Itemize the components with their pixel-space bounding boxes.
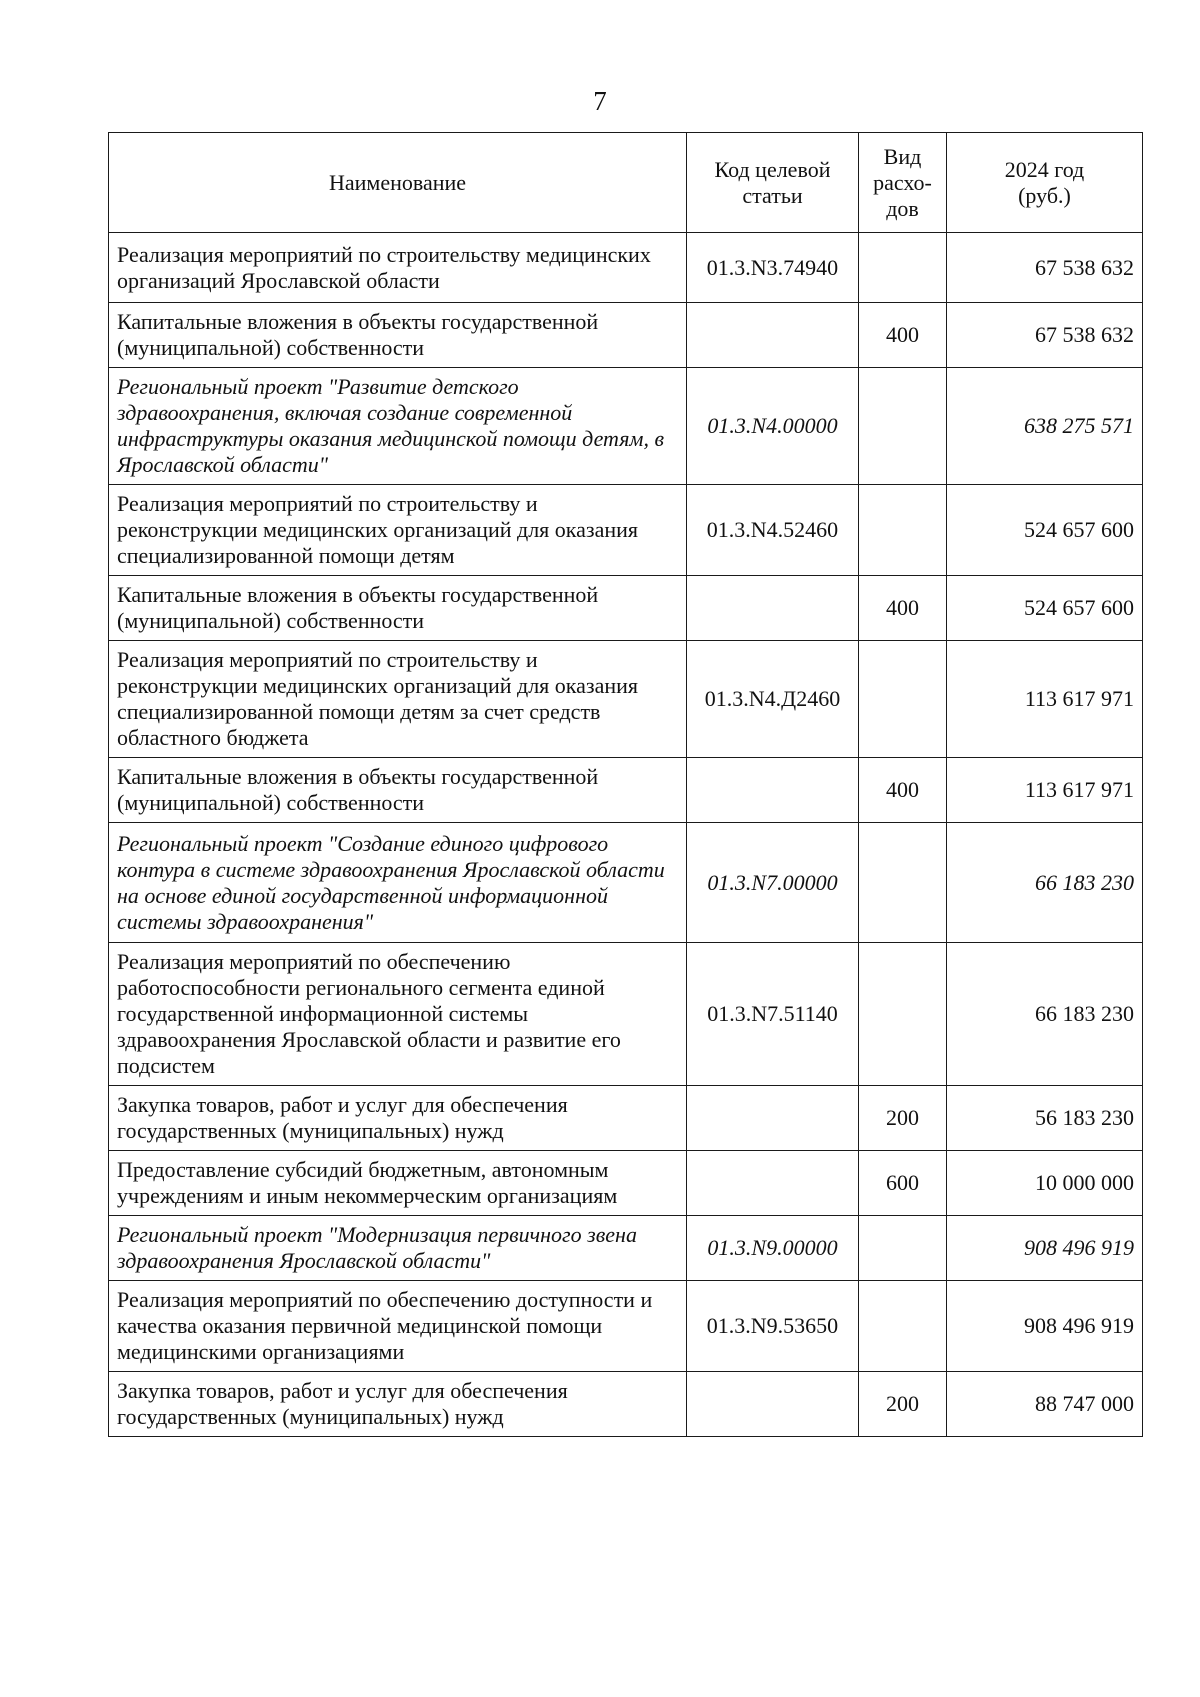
row-kind [859,823,947,943]
row-amount: 88 747 000 [947,1372,1143,1437]
row-name: Региональный проект "Создание единого цифрового контура в системе здравоохранения Ярославской области на основе единой государственной информационной системы здравоохранения" [109,823,687,943]
header-kind: Вид расхо-дов [859,133,947,233]
row-name: Реализация мероприятий по обеспечению работоспособности регионального сегмента единой государственной информационной системы здравоохранения Ярославской области и развитие его подсистем [109,943,687,1086]
row-amount: 908 496 919 [947,1216,1143,1281]
row-code: 01.3.N7.51140 [687,943,859,1086]
table-row [109,1086,1143,1151]
row-amount: 113 617 971 [947,641,1143,758]
row-amount: 113 617 971 [947,758,1143,823]
row-name: Реализация мероприятий по строительству медицинских организаций Ярославской области [109,233,687,303]
table-row [109,943,1143,1086]
row-kind [859,1216,947,1281]
table-row [109,641,1143,758]
table-row [109,576,1143,641]
row-name: Реализация мероприятий по строительству и реконструкции медицинских организаций для оказания специализированной помощи детям [109,485,687,576]
row-name: Капитальные вложения в объекты государственной (муниципальной) собственности [109,758,687,823]
row-kind: 400 [859,303,947,368]
row-code [687,1086,859,1151]
table-row [109,368,1143,485]
table-row [109,303,1143,368]
header-name: Наименование [109,133,687,233]
row-kind [859,641,947,758]
row-code: 01.3.N3.74940 [687,233,859,303]
table-body [109,233,1143,1437]
table-row [109,758,1143,823]
row-kind: 200 [859,1086,947,1151]
row-kind: 400 [859,758,947,823]
row-amount: 67 538 632 [947,303,1143,368]
table-row [109,1151,1143,1216]
table-row [109,233,1143,303]
row-name: Капитальные вложения в объекты государственной (муниципальной) собственности [109,576,687,641]
row-amount: 10 000 000 [947,1151,1143,1216]
budget-table [108,132,1143,1437]
row-name: Реализация мероприятий по строительству и реконструкции медицинских организаций для оказания специализированной помощи детям за счет средств областного бюджета [109,641,687,758]
row-code [687,303,859,368]
row-kind [859,233,947,303]
row-code: 01.3.N7.00000 [687,823,859,943]
table-row [109,1372,1143,1437]
header-amount: 2024 год (руб.) [947,133,1143,233]
row-amount: 908 496 919 [947,1281,1143,1372]
header-code: Код целевой статьи [687,133,859,233]
row-code [687,758,859,823]
row-amount: 56 183 230 [947,1086,1143,1151]
row-kind [859,368,947,485]
row-name: Региональный проект "Модернизация первичного звена здравоохранения Ярославской области" [109,1216,687,1281]
table-row [109,1281,1143,1372]
row-kind [859,485,947,576]
row-code [687,1372,859,1437]
row-kind: 400 [859,576,947,641]
table-row [109,485,1143,576]
row-kind: 600 [859,1151,947,1216]
row-code: 01.3.N9.00000 [687,1216,859,1281]
row-amount: 524 657 600 [947,576,1143,641]
row-code: 01.3.N4.00000 [687,368,859,485]
page-number: 7 [593,86,607,116]
row-name: Региональный проект "Развитие детского здравоохранения, включая создание современной инфраструктуры оказания медицинской помощи детям, в Ярославской области" [109,368,687,485]
row-amount: 638 275 571 [947,368,1143,485]
row-amount: 524 657 600 [947,485,1143,576]
row-name: Капитальные вложения в объекты государственной (муниципальной) собственности [109,303,687,368]
row-amount: 67 538 632 [947,233,1143,303]
row-code: 01.3.N9.53650 [687,1281,859,1372]
row-amount: 66 183 230 [947,943,1143,1086]
row-code [687,576,859,641]
table-header-row [109,133,1143,233]
row-code: 01.3.N4.52460 [687,485,859,576]
row-code [687,1151,859,1216]
table-row [109,1216,1143,1281]
row-name: Реализация мероприятий по обеспечению доступности и качества оказания первичной медицинской помощи медицинскими организациями [109,1281,687,1372]
row-name: Закупка товаров, работ и услуг для обеспечения государственных (муниципальных) нужд [109,1086,687,1151]
row-name: Закупка товаров, работ и услуг для обеспечения государственных (муниципальных) нужд [109,1372,687,1437]
row-code: 01.3.N4.Д2460 [687,641,859,758]
row-kind: 200 [859,1372,947,1437]
row-kind [859,1281,947,1372]
table-row [109,823,1143,943]
row-amount: 66 183 230 [947,823,1143,943]
row-kind [859,943,947,1086]
row-name: Предоставление субсидий бюджетным, автономным учреждениям и иным некоммерческим организациям [109,1151,687,1216]
